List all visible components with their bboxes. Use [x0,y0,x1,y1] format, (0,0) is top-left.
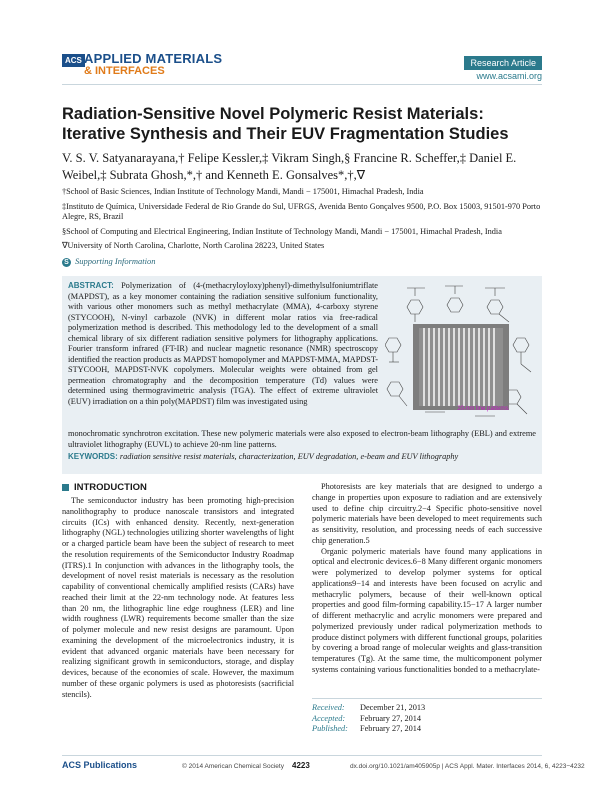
section-heading-introduction [62,482,147,493]
keywords [68,452,536,461]
abstract-continuation: monochromatic synchrotron excitation. These new polymeric materials were also exposed to electron-beam lithography (EBL) and extreme ultraviolet lithography (EUVL) to achieve 20-nm line patterns. [68,429,536,449]
intro-heading-text: INTRODUCTION [74,482,147,493]
abstract-text [68,281,378,408]
affiliation-item: ‡Instituto de Química, Universidade Federal de Rio Grande do Sul, UFRGS, Avenida Bento Gonçalves 9500, P.O. Box 15003, 91501-970 Porto Alegre, RS, Brazil [62,201,541,222]
published-row [312,724,542,735]
header-divider [62,84,542,85]
keywords-text: radiation sensitive resist materials, characterization, EUV degradation, e-beam and EUV lithography [119,452,459,461]
section-marker-icon [62,484,69,491]
accepted-date: February 27, 2014 [360,713,422,723]
body-column-right [312,482,542,676]
abstract-body: Polymerization of (4-(methacryloyloxy)phenyl)-dimethylsulfoniumtriflate (MAPDST), as a key monomer containing the radiation sensitive sulfonium functionality, with various other monomers such as methyl methacrylate (MMA), 4-carboxy styrene (STYCOOH), N-vinyl carbazole (NVK) in different molar ratios via free-radical polymerization method is described. This methodology led to the development of a small chemical library of six different radiation sensitive polymers for lithography applications. Fourier transform infrared (FT-IR) and nuclear magnetic resonance (NMR) spectroscopy identified the reaction products as MAPDST homopolymer and MAPDST-MMA, MAPDST-STYCOOH, MAPDST-NVK copolymers. Molecular weights were obtained from gel permeation chromatography and the decomposition temperature (Td) values were determined using thermogravimetric analysis (TGA). The effect of extreme ultraviolet (EUV) irradiation on a thin poly(MAPDST) film was investigated using [68,281,378,407]
received-label: Received: [312,703,345,712]
doi-citation-link[interactable]: dx.doi.org/10.1021/am405905p | ACS Appl. Mater. Interfaces 2014, 6, 4223−4232 [350,763,585,770]
toc-caption: 20-nm line patterns [457,406,509,412]
keywords-label: KEYWORDS: [68,452,118,461]
journal-logo [62,52,262,80]
acs-logo-mark: ACS [62,54,85,67]
affiliation-item: †School of Basic Sciences, Indian Institute of Technology Mandi, Mandi − 175001, Himachal Pradesh, India [62,187,424,196]
abstract-label: ABSTRACT: [68,281,114,290]
paragraph: The semiconductor industry has been promoting high-precision nanolithography to produce nanoscale transistors and integrated circuits (ICs) with enhanced density. Recently, next-generation lithography (NGL) technologies utilizing shorter wavelengths of light or a charged particle beam have been the subject of research to meet the resolution requirements of the Semiconductor Industry Roadmap (ITRS).1 In conjunction with advances in the lithography tools, the development of novel resist materials is necessary as the resolution capability of conventional chemically amplified resists (CARs) have reached their limit at the 22-nm technology node. At features less than 20 nm, the lithographic line edge roughness (LER) and line width roughness (LWR) requirements become smaller than the size of polymer molecule and new resist designs are paramount. Upon examining the development of the microelectronics industry, it is evident that advanced organic materials have been necessary for realizing significant growth in semiconductors, storage, and display devices, because of the economies of scale. However, the maximum number of these organic polymers is used as photoresists (sacrificial stencils). [62,496,294,699]
supporting-info-link[interactable] [62,256,156,267]
published-date: February 27, 2014 [360,724,422,733]
toc-graphic [385,282,537,422]
received-date: December 21, 2013 [360,703,426,712]
footer-divider [62,755,542,756]
supporting-info-label: Supporting Information [75,256,156,266]
received-row [312,703,542,714]
acs-publications-logo: ACS Publications [62,760,138,770]
author-list: V. S. V. Satyanarayana,† Felipe Kessler,‡ Vikram Singh,§ Francine R. Scheffer,‡ Daniel E. Weibel,‡ Subrata Ghosh,*,† and Kenneth E. Gonsalves*,†,∇ [62,151,517,182]
article-type-badge: Research Article [464,56,542,70]
journal-name-line1: APPLIED MATERIALS [84,51,223,66]
page-number: 4223 [292,761,310,770]
article-title: Radiation-Sensitive Novel Polymeric Resist Materials: Iterative Synthesis and Their EUV Fragmentation Studies [62,105,509,143]
copyright-notice: © 2014 American Chemical Society [182,763,284,770]
journal-url-link[interactable]: www.acsami.org [476,71,542,81]
body-column-left [62,496,294,700]
accepted-row [312,714,542,725]
accepted-label: Accepted: [312,713,346,723]
affiliation-item: §School of Computing and Electrical Engineering, Indian Institute of Technology Mandi, Mandi − 175001, Himachal Pradesh, India [62,226,502,236]
paragraph: Photoresists are key materials that are designed to undergo a change in properties upon exposure to radiation and are extensively used to define chip circuitry.2−4 Specific photo-sensitive novel polymeric materials have been developed to meet requirements such as sensitivity, resolution, and processing needs of each successive chip generation.5 [312,482,542,545]
published-label: Published: [312,724,348,733]
publication-dates [312,698,542,735]
sem-line-pattern [419,328,503,406]
paragraph: Organic polymeric materials have found many applications in optical and electronic devices.6−8 Many different organic monomers were polymerized to develop polymer systems for optical applications9−14 and interests have been focused on acrylic and methacrylic polymers, because of their well-known optical properties and good film-forming capability.15−17 A larger number of different methacrylic and acrylic monomers were prepared and polymerized previously under radical polymerization methods to produce distinct polymers with different functional groups, polarities by covering a broad range of molecular weights and glass-transition temperatures (Tg). At the same time, the multicomponent polymer systems containing various functionalities bonded to a methacrylate- [312,546,542,674]
affiliations [62,187,542,256]
supporting-info-icon: S [62,258,71,267]
affiliation-item: ∇University of North Carolina, Charlotte, North Carolina 28223, United States [62,241,325,251]
journal-name-line2: & INTERFACES [84,65,165,77]
